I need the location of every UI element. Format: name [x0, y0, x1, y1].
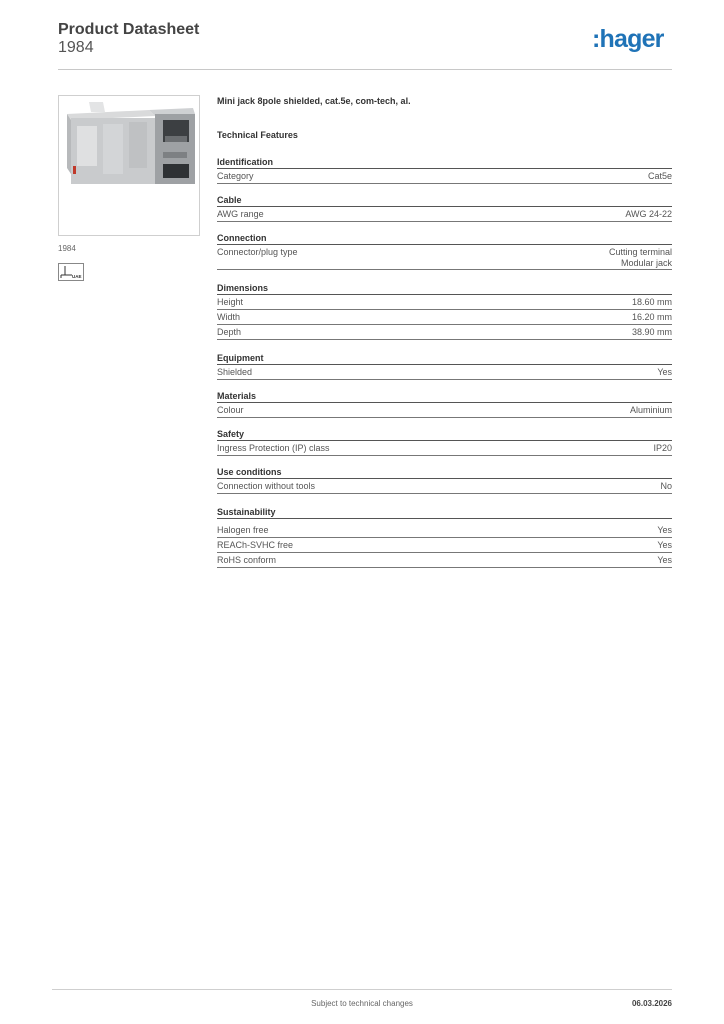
spec-row	[217, 245, 672, 270]
section-identification	[217, 156, 672, 184]
section-title: Connection	[217, 232, 672, 245]
spec-value: 38.90 mm	[631, 327, 672, 337]
spec-label: Shielded	[217, 367, 253, 377]
image-caption: 1984	[58, 244, 76, 253]
spec-value: Yes	[657, 540, 672, 550]
section-title: Materials	[217, 390, 672, 403]
symbol-label: UAE	[72, 274, 82, 279]
ground-symbol-icon	[59, 264, 83, 280]
spec-value: No	[660, 481, 672, 491]
product-description: Mini jack 8pole shielded, cat.5e, com-tech, al.	[217, 96, 411, 106]
spec-value: Aluminium	[629, 405, 672, 415]
spec-label: Ingress Protection (IP) class	[217, 443, 330, 453]
spec-row	[217, 325, 672, 340]
spec-value: 16.20 mm	[631, 312, 672, 322]
spec-row	[217, 538, 672, 553]
spec-row	[217, 207, 672, 222]
section-title: Use conditions	[217, 466, 672, 479]
mini-jack-illustration	[59, 96, 199, 235]
spec-value: Cat5e	[647, 171, 672, 181]
spec-label: AWG range	[217, 209, 264, 219]
spec-row	[217, 169, 672, 184]
spec-row	[217, 479, 672, 494]
brand-logo: :hager	[592, 25, 664, 53]
document-reference: 1984	[58, 39, 94, 56]
spec-value: Cutting terminal Modular jack	[608, 247, 672, 268]
technical-features-heading: Technical Features	[217, 130, 298, 140]
spec-label: Category	[217, 171, 254, 181]
certification-symbol	[58, 263, 84, 281]
spec-value: 18.60 mm	[631, 297, 672, 307]
section-title: Identification	[217, 156, 672, 169]
spec-row	[217, 365, 672, 380]
spec-value: IP20	[653, 443, 672, 453]
section-use-conditions	[217, 466, 672, 494]
footer-date: 06.03.2026	[631, 999, 672, 1008]
section-safety	[217, 428, 672, 456]
spec-row	[217, 310, 672, 325]
product-image	[58, 95, 200, 236]
section-title: Dimensions	[217, 282, 672, 295]
section-title: Sustainability	[217, 506, 672, 519]
document-title: Product Datasheet	[58, 21, 200, 38]
section-dimensions	[217, 282, 672, 340]
spec-row	[217, 295, 672, 310]
spec-row	[217, 441, 672, 456]
spec-value: Yes	[657, 525, 672, 535]
spec-row	[217, 553, 672, 568]
spec-label: Depth	[217, 327, 242, 337]
spec-label: Connection without tools	[217, 481, 316, 491]
section-title: Safety	[217, 428, 672, 441]
spec-label: REACh-SVHC free	[217, 540, 294, 550]
spec-label: Width	[217, 312, 241, 322]
technical-content	[217, 96, 672, 568]
section-title: Cable	[217, 194, 672, 207]
spec-row	[217, 523, 672, 538]
section-materials	[217, 390, 672, 418]
spec-label: RoHS conform	[217, 555, 277, 565]
spec-label: Halogen free	[217, 525, 269, 535]
feature-sections	[217, 156, 672, 568]
spec-value: Yes	[657, 367, 672, 377]
footer-divider	[52, 989, 672, 990]
spec-label: Colour	[217, 405, 244, 415]
section-cable	[217, 194, 672, 222]
spec-value: Yes	[657, 555, 672, 565]
section-connection	[217, 232, 672, 270]
section-equipment	[217, 352, 672, 380]
section-sustainability	[217, 506, 672, 568]
spec-row	[217, 403, 672, 418]
footer-note: Subject to technical changes	[311, 999, 413, 1008]
spec-label: Height	[217, 297, 244, 307]
header-divider	[58, 69, 672, 70]
section-title: Equipment	[217, 352, 672, 365]
spec-label: Connector/plug type	[217, 247, 298, 257]
spec-value: AWG 24-22	[625, 209, 672, 219]
